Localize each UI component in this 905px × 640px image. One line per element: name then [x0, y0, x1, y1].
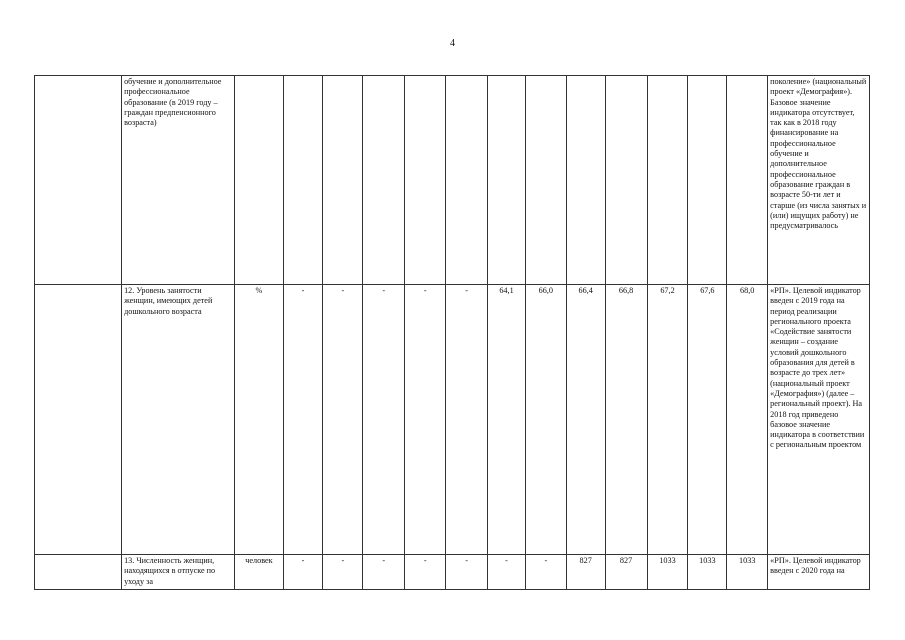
unit-cell: % [235, 285, 283, 555]
blank-cell [35, 555, 122, 590]
value-cell: - [283, 285, 323, 555]
value-cell: 1033 [727, 555, 768, 590]
unit-cell [235, 76, 283, 285]
value-cell [488, 76, 526, 285]
value-cell: 66,8 [605, 285, 647, 555]
value-cell [405, 76, 446, 285]
note-cell: поколение» (национальный проект «Демография»). Базовое значение индикатора отсутствует, так как в 2018 году финансирование на профессиональное обучение и дополнительное профессиональное образование граждан в возрасте 50-ти лет и старше (из числа занятых и (или) ищущих работу) не предусматривалось [768, 76, 870, 285]
value-cell: - [363, 285, 405, 555]
indicator-table [34, 75, 870, 590]
value-cell [727, 76, 768, 285]
value-cell: 67,6 [688, 285, 727, 555]
value-cell: - [446, 285, 488, 555]
value-cell: - [283, 555, 323, 590]
value-cell [446, 76, 488, 285]
value-cell: - [405, 555, 446, 590]
value-cell [525, 76, 566, 285]
value-cell: 827 [566, 555, 605, 590]
value-cell: - [525, 555, 566, 590]
value-cell: - [446, 555, 488, 590]
value-cell: - [405, 285, 446, 555]
value-cell [283, 76, 323, 285]
note-cell: «РП». Целевой индикатор введен с 2019 года на период реализации регионального проекта «Содействие занятости женщин – создание условий дошкольного образования для детей в возрасте до трех лет» (национальный проект «Демография») (далее – региональный проект). На 2018 год приведено базовое значение индикатора в соответствии с региональным проектом [768, 285, 870, 555]
value-cell [566, 76, 605, 285]
value-cell: 827 [605, 555, 647, 590]
unit-cell: человек [235, 555, 283, 590]
note-cell: «РП». Целевой индикатор введен с 2020 года на [768, 555, 870, 590]
value-cell: 64,1 [488, 285, 526, 555]
table-row [35, 285, 870, 555]
indicator-name: 13. Численность женщин, находящихся в отпуске по уходу за [122, 555, 235, 590]
table-row [35, 555, 870, 590]
indicator-name: 12. Уровень занятости женщин, имеющих детей дошкольного возраста [122, 285, 235, 555]
value-cell [605, 76, 647, 285]
blank-cell [35, 76, 122, 285]
value-cell: 1033 [647, 555, 688, 590]
value-cell: - [488, 555, 526, 590]
indicator-name: обучение и дополнительное профессиональное образование (в 2019 году – граждан предпенсионного возраста) [122, 76, 235, 285]
value-cell [323, 76, 363, 285]
value-cell: 1033 [688, 555, 727, 590]
value-cell: 66,4 [566, 285, 605, 555]
value-cell [647, 76, 688, 285]
value-cell: - [323, 555, 363, 590]
blank-cell [35, 285, 122, 555]
page-number: 4 [450, 38, 455, 49]
value-cell: 68,0 [727, 285, 768, 555]
value-cell [363, 76, 405, 285]
table-row [35, 76, 870, 285]
value-cell: - [363, 555, 405, 590]
value-cell: 66,0 [525, 285, 566, 555]
value-cell: 67,2 [647, 285, 688, 555]
value-cell: - [323, 285, 363, 555]
value-cell [688, 76, 727, 285]
